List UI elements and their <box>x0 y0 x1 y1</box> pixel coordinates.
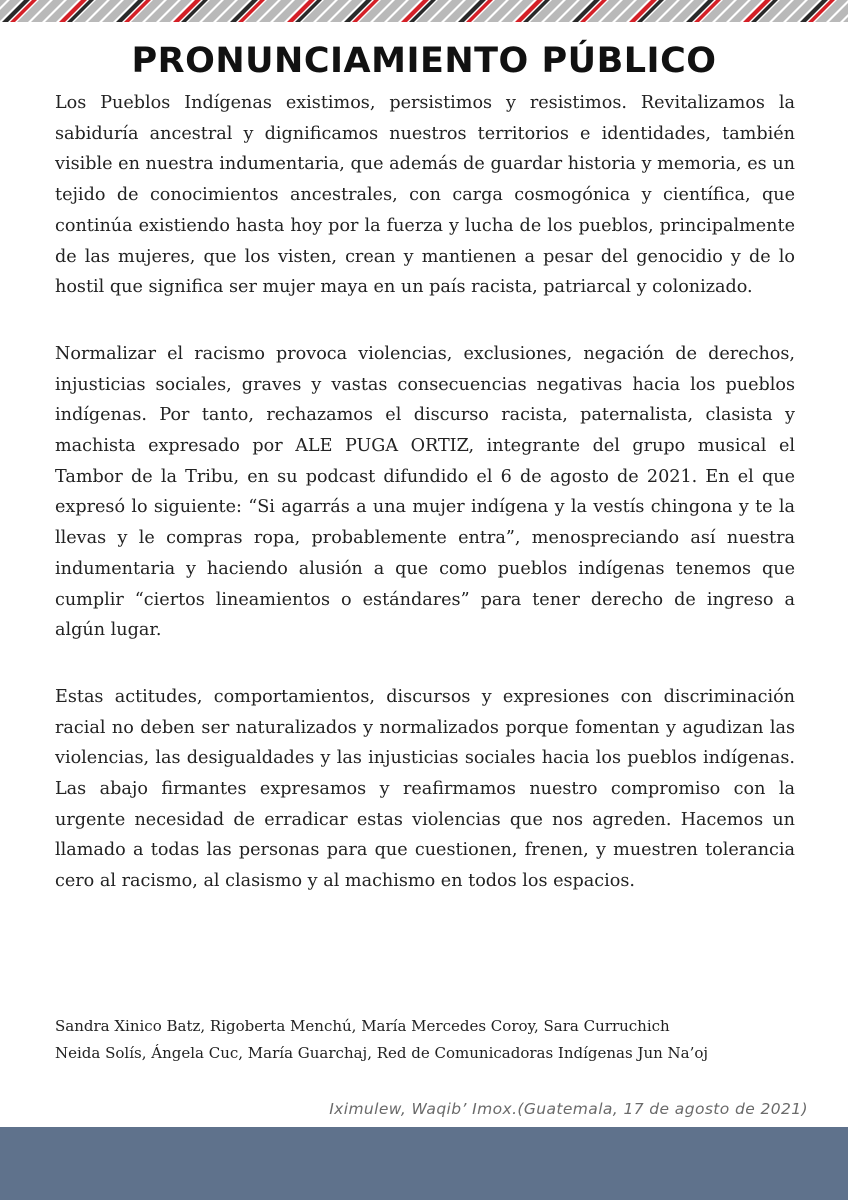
diagonal-pattern <box>0 0 848 30</box>
paragraph-2: Normalizar el racismo provoca violencias, exclusiones, negación de derechos, injusticias sociales, graves y vastas consecuencias negativas hacia los pueblos indígenas. Por tanto, rechazamos el discurso racista, paternalista, clasista y machista expresado por ALE PUGA ORTIZ, integrante del grupo musical el Tambor de la Tribu, en su podcast difundido el 6 de agosto de 2021. En el que expresó lo siguiente: “Si agarrás a una mujer indígena y la vestís chingona y te la llevas y le compras ropa, probablemente entra”, menospreciando así nuestra indumentaria y haciendo alusión a que como pueblos indígenas tenemos que cumplir “ciertos lineamientos o estándares” para tener derecho de ingreso a algún lugar. <box>55 343 795 641</box>
footer-band <box>0 1127 848 1200</box>
signers-block <box>55 1013 815 1067</box>
top-decorative-band <box>0 0 848 30</box>
signers-line-1: Sandra Xinico Batz, Rigoberta Menchú, María Mercedes Coroy, Sara Curruchich <box>55 1017 670 1035</box>
paragraph-1: Los Pueblos Indígenas existimos, persistimos y resistimos. Revitalizamos la sabiduría ancestral y dignificamos nuestros territorios e identidades, también visible en nuestra indumentaria, que además de guardar historia y memoria, es un tejido de conocimientos ancestrales, con carga cosmogónica y científica, que continúa existiendo hasta hoy por la fuerza y lucha de los pueblos, principalmente de las mujeres, que los visten, crean y mantienen a pesar del genocidio y de lo hostil que significa ser mujer maya en un país racista, patriarcal y colonizado. <box>55 93 795 298</box>
signers-line-2: Neida Solís, Ángela Cuc, María Guarchaj, Red de Comunicadoras Indígenas Jun Na’oj <box>55 1044 709 1062</box>
place-date: Iximulew, Waqib’ Imox.(Guatemala, 17 de agosto de 2021) <box>329 1100 808 1118</box>
paragraph-3: Estas actitudes, comportamientos, discursos y expresiones con discriminación racial no deben ser naturalizados y normalizados porque fomentan y agudizan las violencias, las desigualdades y las injusticias sociales hacia los pueblos indígenas. Las abajo firmantes expresamos y reafirmamos nuestro compromiso con la urgente necesidad de erradicar estas violencias que nos agreden. Hacemos un llamado a todas las personas para que cuestionen, frenen, y muestren tolerancia cero al racismo, al clasismo y al machismo en todos los espacios. <box>55 686 795 892</box>
document-title: PRONUNCIAMIENTO PÚBLICO <box>131 41 717 81</box>
document-body <box>55 88 795 933</box>
